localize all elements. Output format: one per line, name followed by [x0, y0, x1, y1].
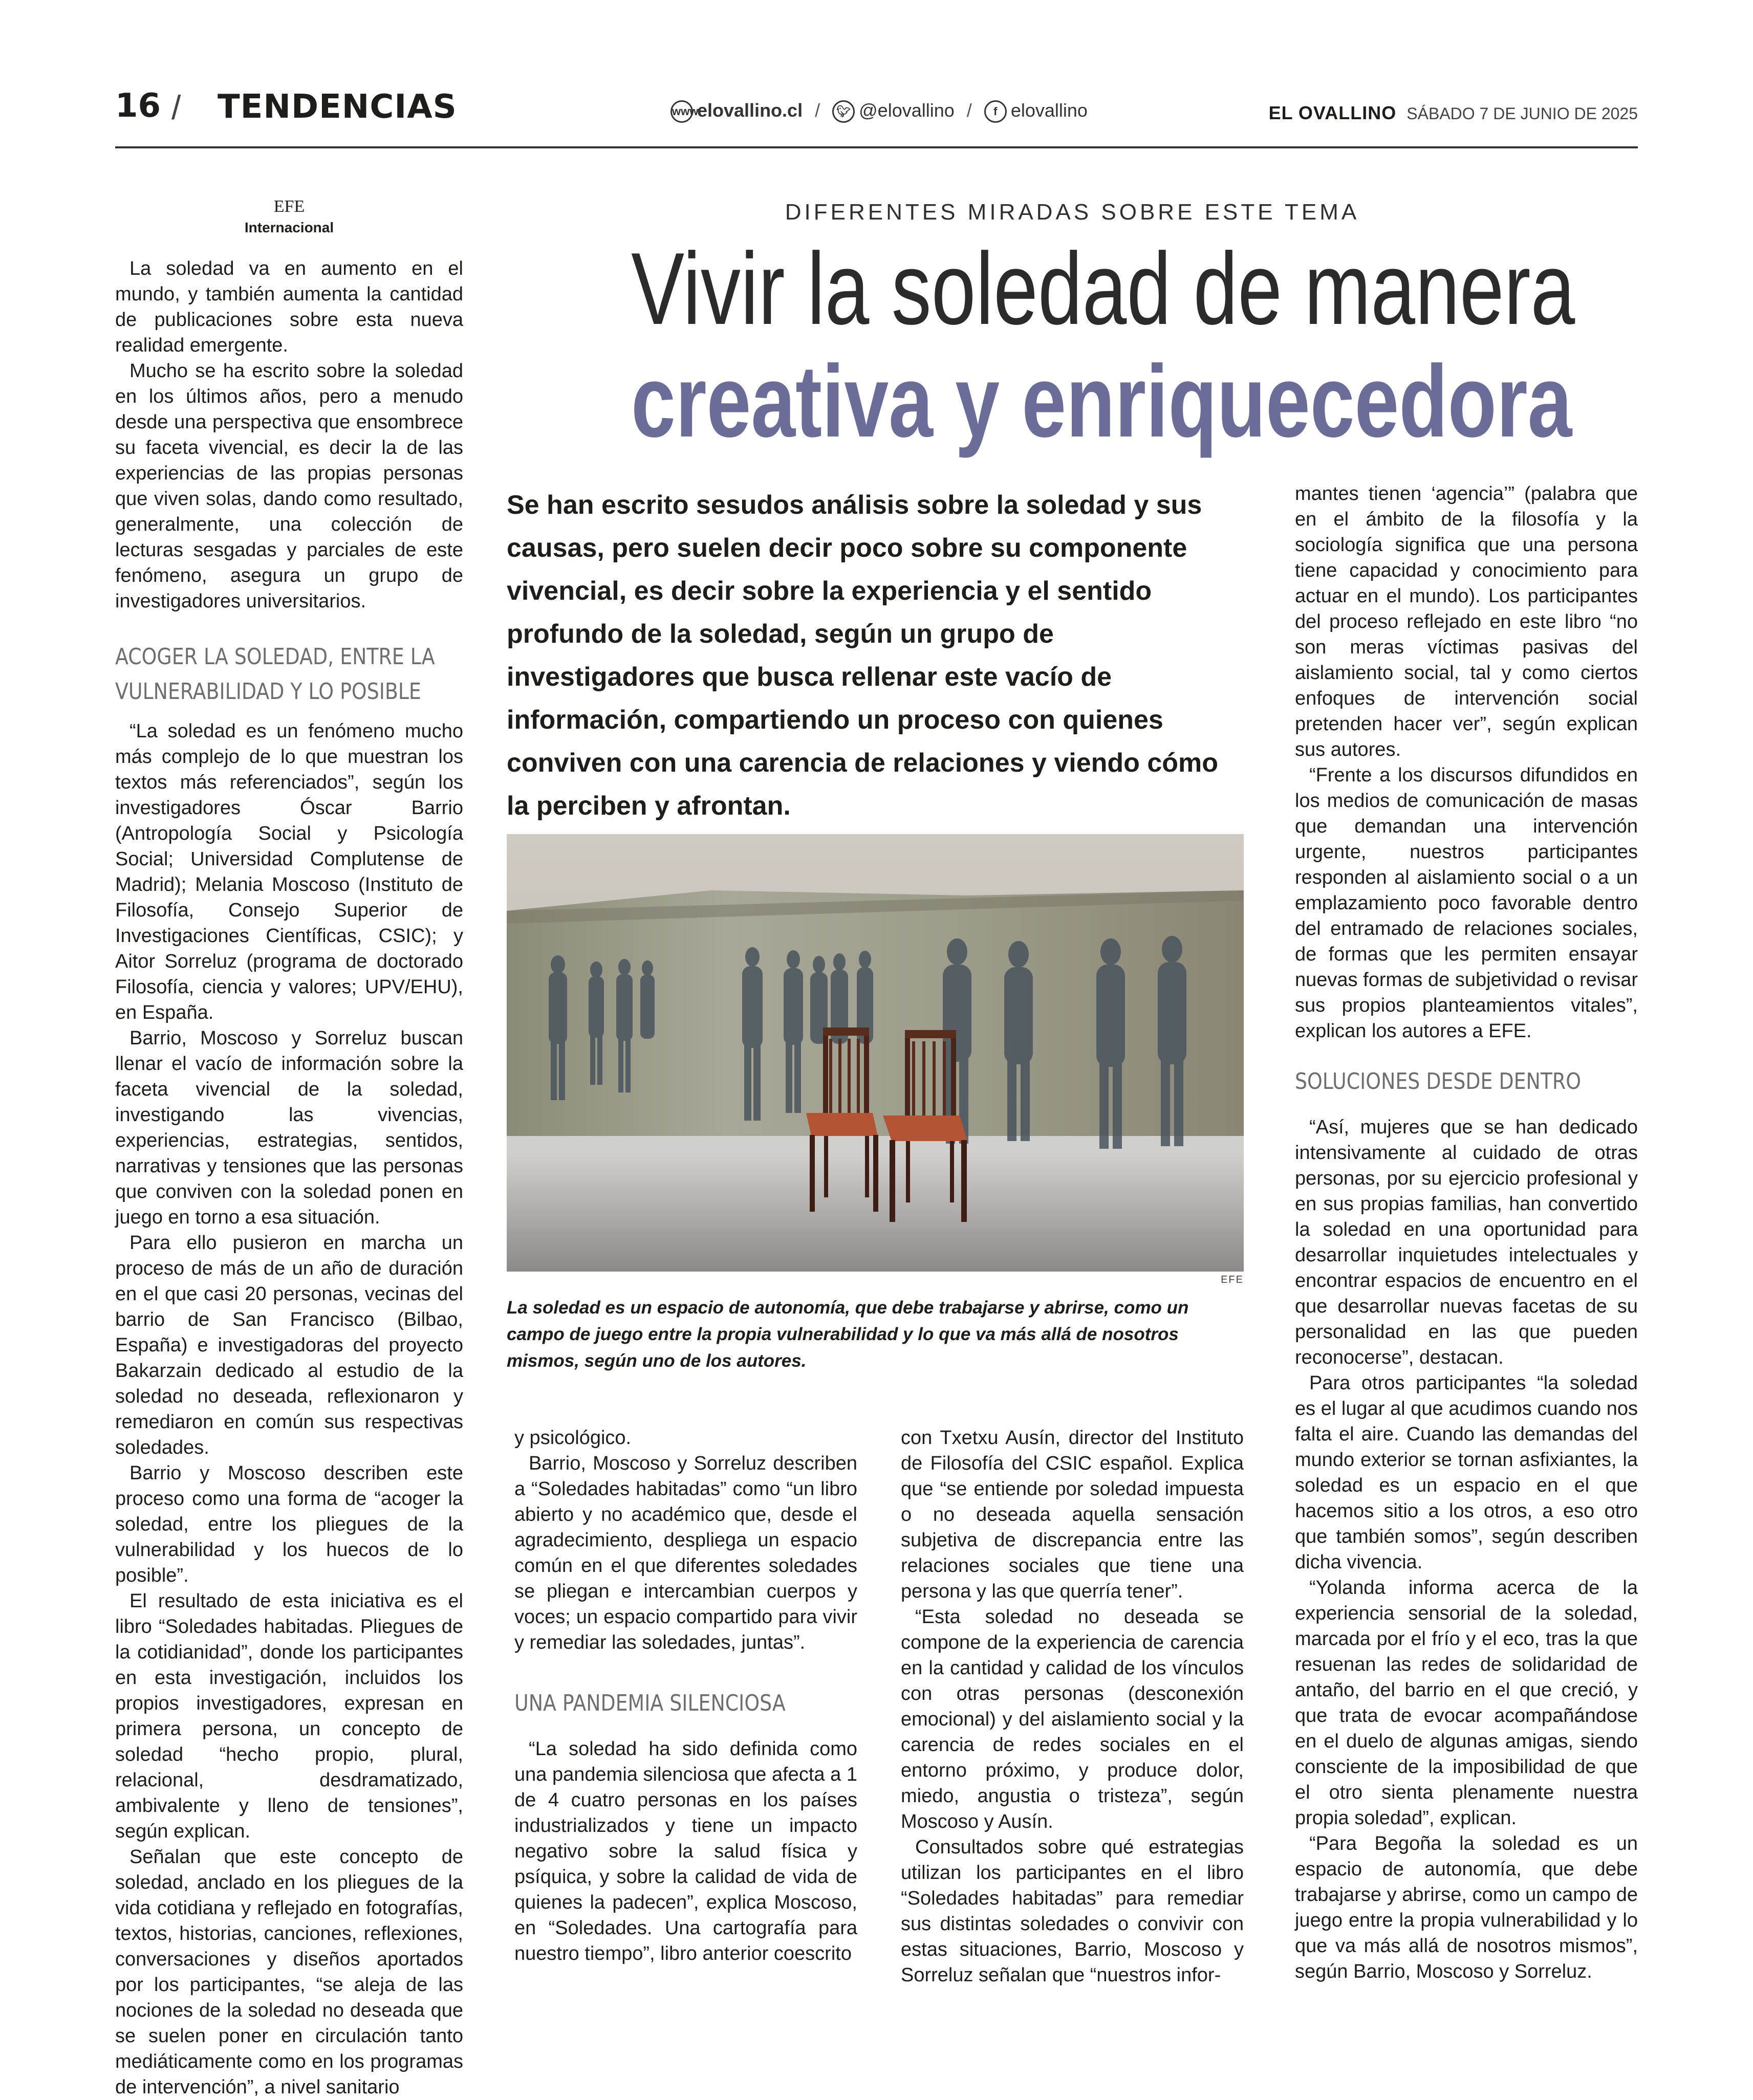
paragraph: con Txetxu Ausín, director del Instituto de Filosofía del CSIC español. Explica que “se entiende por soledad impuesta o no deseada aquella sensación subjetiva de discrepancia entre las relaciones sociales que tiene una persona y las que querría tener”. [901, 1427, 1244, 1602]
photo-illustration [507, 834, 1244, 1272]
paragraph: y psicológico. [514, 1427, 632, 1449]
paragraph: Mucho se ha escrito sobre la soledad en los últimos años, pero a menudo desde una perspectiva que ensombrece su faceta vivencial, es decir la de las experiencias de las propias personas que viven solas, dando como resultado, generalmente, una colección de lecturas sesgadas y parciales de este fenómeno, asegura un grupo de investigadores universitarios. [115, 360, 463, 612]
byline [115, 197, 463, 236]
article-column-2 [514, 1425, 857, 1966]
paragraph: “Esta soledad no deseada se compone de la experiencia de carencia en la cantidad y calidad de los vínculos con otras personas (desconexión emocional) y del aislamiento social y la carencia de redes sociales en el entorno próximo, y produce dolor, miedo, angustia o tristeza”, según Moscoso y Ausín. [901, 1606, 1244, 1832]
byline-desk: Internacional [244, 220, 334, 235]
facebook-icon: f [984, 100, 1007, 123]
kicker: DIFERENTES MIRADAS SOBRE ESTE TEMA [785, 200, 1360, 225]
paragraph: Para otros participantes “la soledad es el lugar al que acudimos cuando nos falta el aire. Cuando las demandas del mundo exterior se tornan asfixiantes, la soledad es un espacio en el que hacemos sitio a los otros, a eso otro que también somos”, según describen dicha vivencia. [1295, 1372, 1638, 1573]
website-link[interactable]: elovallino.cl [697, 100, 803, 121]
paragraph: Barrio, Moscoso y Sorreluz describen a “Soledades habitadas” como “un libro abierto y no académico que, desde el agradecimiento, despliega un espacio común en el que diferentes soledades se pliegan e intercambian cuerpos y voces; un espacio compartido para vivir y remediar las soledades, juntas”. [514, 1453, 857, 1653]
headline-line-1: Vivir la soledad de manera [631, 232, 1575, 346]
lede: Se han escrito sesudos análisis sobre la soledad y sus causas, pero suelen decir poco sobre su componente vivencial, es decir sobre la experiencia y el sentido profundo de la soledad, según un grupo de investigadores que busca rellenar este vacío de información, compartiendo un proceso con quienes conviven con una carencia de relaciones y viendo cómo la perciben y afrontan. [507, 490, 1219, 821]
photo-credit: EFE [1221, 1274, 1244, 1285]
globe-icon: www [670, 100, 693, 123]
facebook-link[interactable]: elovallino [1010, 100, 1088, 121]
publication-brand [1269, 102, 1638, 124]
paragraph: mantes tienen ‘agencia’” (palabra que en el ámbito de la filosofía y la sociología significa que una persona tiene capacidad y conocimiento para actuar en el mundo). Los participantes del proceso reflejado en este libro “no son meras víctimas pasivas del aislamiento social, tal y como ciertos enfoques de intervención social pretenden hacer ver”, según explican sus autores. [1295, 483, 1638, 760]
paragraph: “Yolanda informa acerca de la experiencia sensorial de la soledad, marcada por el frío y el eco, tras la que resuenan las redes de solidaridad de antaño, del barrio en el que creció, y que trata de evocar acompañándose en el duelo de algunas amigas, siendo consciente de la imposibilidad de que el otro sienta plenamente nuestra propia soledad”, explican. [1295, 1577, 1638, 1829]
paragraph: El resultado de esta iniciativa es el libro “Soledades habitadas. Pliegues de la cotidianidad”, donde los participantes en esta investigación, incluidos los propios investigadores, expresan en primera persona, un concepto de soledad “hecho propio, plural, relacional, desdramatizado, ambivalente y lleno de tensiones”, según explican. [115, 1590, 463, 1842]
article-column-4 [1295, 481, 1638, 1984]
page-number: 16 [115, 87, 161, 125]
paragraph: Para ello pusieron en marcha un proceso de más de un año de duración en el que casi 20 personas, vecinas del barrio de San Francisco (Bilbao, España) e investigadoras del proyecto Bakarzain dedicado al estudio de la soledad no deseada, reflexionaron y remediaron en común sus respectivas soledades. [115, 1232, 463, 1458]
paragraph: Barrio y Moscoso describen este proceso como una forma de “acoger la soledad, entre los pliegues de la vulnerabilidad y los huecos de lo posible”. [115, 1462, 463, 1586]
header-divider: / [171, 89, 181, 126]
page-header [115, 77, 1638, 148]
byline-agency: EFE [273, 197, 305, 216]
publication-date: SÁBADO 7 DE JUNIO DE 2025 [1406, 104, 1638, 123]
section-title: TENDENCIAS [218, 88, 457, 126]
paragraph: La soledad va en aumento en el mundo, y también aumenta la cantidad de publicaciones sobre esta nueva realidad emergente. [115, 258, 463, 356]
twitter-icon: 🐦︎ [832, 100, 855, 123]
paragraph: “La soledad es un fenómeno mucho más complejo de lo que muestran los textos más referenciados”, según los investigadores Óscar Barrio (Antropología Social y Psicología Social; Universidad Complutense de Madrid); Melania Moscoso (Instituto de Filosofía, Consejo Superior de Investigaciones Científicas, CSIC); y Aitor Sorreluz (programa de doctorado Filosofía, ciencia y valores; UPV/EHU), en España. [115, 720, 463, 1023]
paragraph: Consultados sobre qué estrategias utilizan los participantes en el libro “Soledades habitadas” para remediar sus distintas soledades o convivir con estas situaciones, Barrio, Moscoso y Sorreluz señalan que “nuestros infor- [901, 1836, 1244, 1986]
photo-caption: La soledad es un espacio de autonomía, que debe trabajarse y abrirse, como un campo de juego entre la propia vulnerabilidad y lo que va más allá de nosotros mismos, según uno de los autores. [507, 1298, 1189, 1371]
paragraph: “La soledad ha sido definida como una pandemia silenciosa que afecta a 1 de 4 cuatro personas en los países industrializados y tiene un impacto negativo sobre la salud física y psíquica, y sobre la calidad de vida de quienes la padecen”, explica Moscoso, en “Soledades. Una cartografía para nuestro tiempo”, libro anterior coescrito [514, 1738, 857, 1964]
paragraph: Señalan que este concepto de soledad, anclado en los pliegues de la vida cotidiana y reflejado en fotografías, textos, historias, canciones, reflexiones, conversaciones y diseños aportados por los participantes, “se aleja de las nociones de la soledad no deseada que se suelen poner en circulación tanto mediáticamente como en los programas de intervención”, a nivel sanitario [115, 1846, 463, 2098]
paragraph: “Frente a los discursos difundidos en los medios de comunicación de masas que demandan una intervención urgente, nuestros participantes responden al aislamiento social o a un emplazamiento poco favorable dentro del entramado de relaciones sociales, de formas que les permiten ensayar nuevas formas de subjetividad o revisar sus propios planteamientos vitales”, explican los autores a EFE. [1295, 764, 1638, 1042]
publication-name: EL OVALLINO [1268, 102, 1397, 123]
subheading: ACOGER LA SOLEDAD, ENTRE LA VULNERABILIDAD Y LO POSIBLE [115, 644, 435, 705]
paragraph: Barrio, Moscoso y Sorreluz buscan llenar el vacío de información sobre la faceta vivencial de la soledad, investigando las vivencias, experiencias, estrategias, sentidos, narrativas y tensiones que las personas que conviven con la soledad ponen en juego en torno a esa situación. [115, 1027, 463, 1228]
article-photo [507, 834, 1244, 1272]
twitter-link[interactable]: @elovallino [859, 100, 955, 121]
social-links: wwwelovallino.cl / 🐦︎ @elovallino / f elovallino [670, 100, 1088, 123]
paragraph: “Así, mujeres que se han dedicado intensivamente al cuidado de otras personas, por su ejercicio profesional y en sus propias familias, han convertido la soledad en una oportunidad para desarrollar inquietudes intelectuales y encontrar espacios de encuentro en el que desarrollar nuevas facetas de su personalidad en las que pueden reconocerse”, destacan. [1295, 1117, 1638, 1368]
headline-line-2: creativa y enriquecedora [631, 344, 1572, 458]
article-column-3 [901, 1425, 1244, 1988]
article-column-1 [115, 256, 463, 2100]
subheading: UNA PANDEMIA SILENCIOSA [514, 1690, 786, 1716]
paragraph: “Para Begoña la soledad es un espacio de autonomía, que debe trabajarse y abrirse, como un campo de juego entre la propia vulnerabilidad y lo que va más allá de nosotros mismos”, según Barrio, Moscoso y Sorreluz. [1295, 1833, 1638, 1982]
subheading: SOLUCIONES DESDE DENTRO [1295, 1068, 1582, 1095]
